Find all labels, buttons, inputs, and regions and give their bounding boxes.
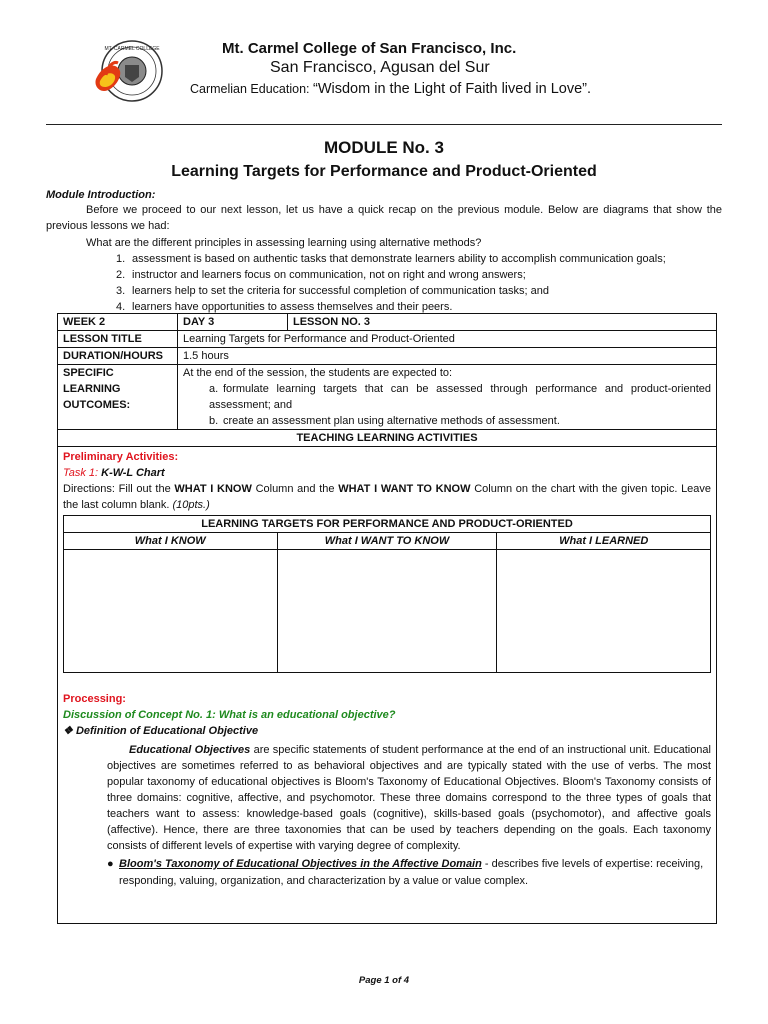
table-row [58, 365, 717, 430]
header-divider [46, 124, 722, 125]
table-row [58, 331, 717, 348]
outcomes-list [183, 381, 711, 429]
lesson-title-value: Learning Targets for Performance and Product-Oriented [178, 331, 717, 348]
bullet-icon: ● [107, 858, 114, 870]
lesson-title-label: LESSON TITLE [58, 331, 178, 348]
svg-text:MT. CARMEL COLLEGE: MT. CARMEL COLLEGE [104, 46, 160, 52]
list-number: 1. [116, 253, 126, 265]
directions-label: Directions: [63, 483, 115, 495]
lesson-no-cell: LESSON NO. 3 [288, 314, 717, 331]
bullet-title: Bloom's Taxonomy of Educational Objectives in the Affective Domain [119, 858, 482, 870]
kwl-cell-learned[interactable] [497, 550, 711, 673]
kwl-col-know: What I KNOW [64, 533, 278, 550]
kwl-col-want: What I WANT TO KNOW [277, 533, 497, 550]
definition-text: are specific statements of student performance at the end of an instructional unit. Educational objectives are sometimes referred to as behavioral objectives and are typically stated with the use of verbs. The most popular taxonomy of educational objectives is Bloom's Taxonomy of Educational Objectives. Bloom's Taxonomy consists of three domains: cognitive, affective, and psychomotor. These three domains correspond to the three types of goals that teachers want to assess: knowledge-based goals (cognitive), skills-based goals (psychomotor), and affective goals (affective). Hence, there are three taxonomies that can be used by teachers depending on the goals. Each taxonomy consists of different levels of expertise with varying degree of complexity. [107, 744, 711, 852]
affective-bullet [63, 856, 711, 890]
outcomes-cell [178, 365, 717, 430]
college-name: Mt. Carmel College of San Francisco, Inc. [222, 40, 517, 57]
processing-heading: Processing: [63, 693, 126, 705]
list-text: create an assessment plan using alternative methods of assessment. [223, 415, 560, 427]
kwl-cell-want[interactable] [277, 550, 497, 673]
table-row [58, 447, 717, 924]
task-label: Task 1: [63, 467, 99, 479]
outcomes-intro: At the end of the session, the students are expected to: [183, 367, 453, 379]
table-row [64, 516, 711, 533]
diamond-bullet-icon: ❖ [63, 725, 73, 737]
task-title: K-W-L Chart [101, 467, 165, 479]
lesson-table [57, 313, 717, 924]
directions-points: (10pts.) [172, 499, 210, 511]
list-item [209, 381, 711, 413]
module-subtitle: Learning Targets for Performance and Product-Oriented [171, 163, 597, 180]
kwl-title: LEARNING TARGETS FOR PERFORMANCE AND PRODUCT-ORIENTED [64, 516, 711, 533]
table-row [64, 533, 711, 550]
definition-term: Educational Objectives [129, 744, 251, 756]
list-text: learners help to set the criteria for successful completion of communication tasks; and [132, 285, 549, 297]
list-item [116, 267, 666, 283]
list-text: assessment is based on authentic tasks that demonstrate learners ability to accomplish communication goals; [132, 253, 666, 265]
intro-question: What are the different principles in assessing learning using alternative methods? [86, 237, 482, 249]
duration-label: DURATION/HOURS [58, 348, 178, 365]
principles-list [116, 251, 666, 315]
intro-heading: Module Introduction: [46, 189, 156, 201]
list-item [209, 413, 711, 429]
definition-heading-text: Definition of Educational Objective [75, 725, 259, 737]
list-item [116, 251, 666, 267]
list-text: instructor and learners focus on communication, not on right and wrong answers; [132, 269, 526, 281]
task-line [63, 465, 711, 481]
intro-paragraph: Before we proceed to our next lesson, let us have a quick recap on the previous module. Below are diagrams that show the previous lessons we had: [46, 204, 722, 232]
bullet-text: - describes five levels of expertise: receiving, responding, valuing, organization, and characterization by a value or value complex. [119, 858, 704, 887]
discussion-heading: Discussion of Concept No. 1: What is an educational objective? [63, 709, 396, 721]
directions-text: Column on the chart with the given topic. Leave the last column blank. [63, 483, 712, 511]
directions-text: Fill out the [118, 483, 171, 495]
list-number: 2. [116, 269, 126, 281]
preliminary-heading: Preliminary Activities: [63, 451, 179, 463]
outcomes-label: SPECIFIC LEARNING OUTCOMES: [58, 365, 178, 430]
list-letter: b. [209, 415, 219, 427]
list-text: learners have opportunities to assess themselves and their peers. [132, 301, 453, 313]
week-cell: WEEK 2 [58, 314, 178, 331]
kwl-col-learned: What I LEARNED [497, 533, 711, 550]
directions-know: WHAT I KNOW [174, 483, 252, 495]
directions [63, 481, 711, 513]
tagline-motto: “Wisdom in the Light of Faith lived in Love”. [313, 81, 592, 97]
list-number: 4. [116, 301, 126, 313]
directions-text: Column and the [255, 483, 335, 495]
tla-header: TEACHING LEARNING ACTIVITIES [58, 430, 717, 447]
college-location: San Francisco, Agusan del Sur [270, 59, 490, 76]
table-row [58, 314, 717, 331]
definition-heading [63, 723, 711, 739]
list-text: formulate learning targets that can be assessed through performance and product-oriented assessment; and [209, 383, 711, 411]
table-row [58, 348, 717, 365]
table-row [58, 430, 717, 447]
module-title: MODULE No. 3 [324, 138, 444, 157]
kwl-chart [63, 515, 711, 673]
college-tagline [190, 81, 591, 97]
definition-paragraph [63, 742, 711, 854]
directions-want: WHAT I WANT TO KNOW [338, 483, 471, 495]
list-item [116, 283, 666, 299]
kwl-cell-know[interactable] [64, 550, 278, 673]
tagline-label: Carmelian Education: [190, 82, 310, 96]
college-logo [90, 35, 166, 111]
page-number: Page 1 of 4 [358, 975, 410, 986]
duration-value: 1.5 hours [178, 348, 717, 365]
day-cell: DAY 3 [178, 314, 288, 331]
table-row [64, 550, 711, 673]
activities-cell [58, 447, 717, 924]
list-number: 3. [116, 285, 126, 297]
list-letter: a. [209, 383, 219, 395]
